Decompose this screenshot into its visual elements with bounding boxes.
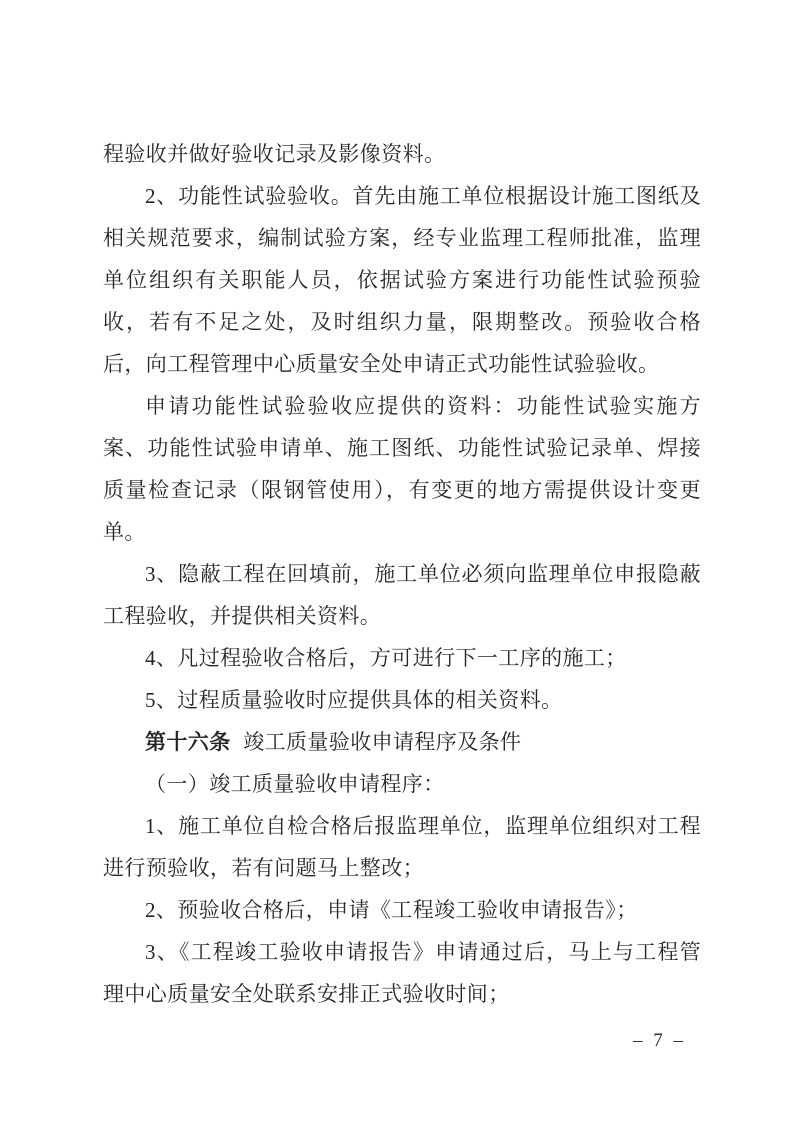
paragraph-required-materials: 申请功能性试验验收应提供的资料：功能性试验实施方案、功能性试验申请单、施工图纸、功能性试验记录单、焊接质量检查记录（限钢管使用），有变更的地方需提供设计变更单。: [103, 394, 701, 544]
article-16-title: 竣工质量验收申请程序及条件: [243, 730, 522, 754]
document-body: [103, 133, 701, 1015]
paragraph-item-2-functional-test: 2、功能性试验验收。首先由施工单位根据设计施工图纸及相关规范要求，编制试验方案，经专业监理工程师批准，监理单位组织有关职能人员，依据试验方案进行功能性试验预验收，若有不足之处，及时组织力量，限期整改。预验收合格后，向工程管理中心质量安全处申请正式功能性试验验收。: [103, 184, 701, 376]
paragraph-step-3-arrange-time: 3、《工程竣工验收申请报告》申请通过后，马上与工程管理中心质量安全处联系安排正式验收时间；: [103, 940, 701, 1006]
article-16-heading: [103, 721, 701, 763]
paragraph-step-1-self-check: 1、施工单位自检合格后报监理单位，监理单位组织对工程进行预验收，若有问题马上整改；: [103, 814, 701, 880]
paragraph-subsection-1-title: （一）竣工质量验收申请程序：: [145, 772, 445, 796]
paragraph-item-5-process-quality: 5、过程质量验收时应提供具体的相关资料。: [145, 688, 563, 712]
paragraph-item-3-hidden-works: 3、隐蔽工程在回填前，施工单位必须向监理单位申报隐蔽工程验收，并提供相关资料。: [103, 562, 701, 628]
paragraph-item-4-process-acceptance: 4、凡过程验收合格后，方可进行下一工序的施工；: [145, 646, 627, 670]
article-16-number: 第十六条: [145, 730, 231, 754]
page-number: – 7 –: [633, 1030, 686, 1051]
paragraph-continuation: 程验收并做好验收记录及影像资料。: [103, 142, 446, 166]
paragraph-step-2-apply-report: 2、预验收合格后，申请《工程竣工验收申请报告》；: [145, 898, 638, 922]
